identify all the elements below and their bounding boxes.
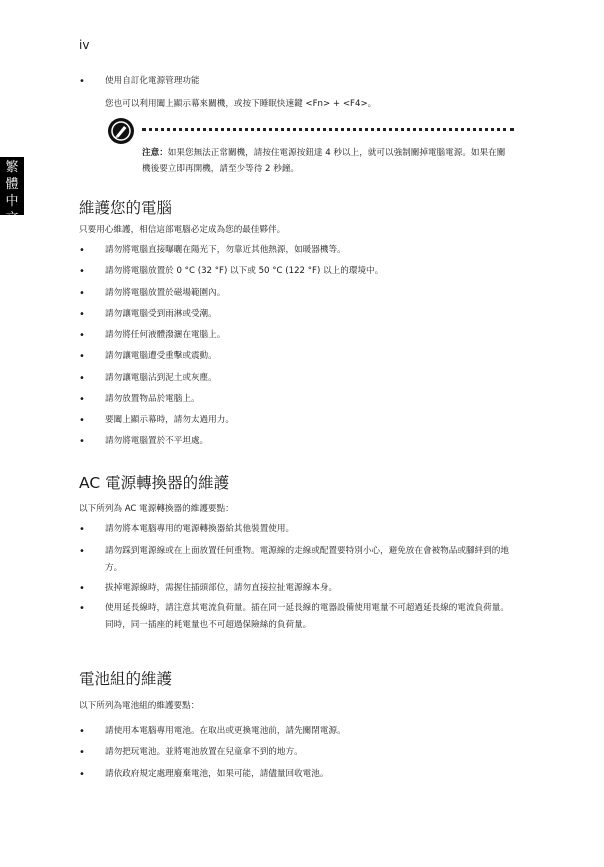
bullet-dot: • (79, 394, 85, 405)
list-item-text: 使用延長線時，請注意其電流負荷量。插在同一延長線的電器設備使用電量不可超過延長線的電流負荷量。同時，同一插座的耗電量也不可超過保險絲的負荷量。 (105, 603, 509, 630)
language-side-tab (0, 157, 24, 226)
intro-text: 您也可以利用闔上顯示幕來關機，或按下睡眠快速鍵 <Fn> + <F4>。 (105, 99, 377, 109)
intro-bullet: 使用自訂化電源管理功能 (105, 76, 200, 86)
bullet-dot: • (79, 373, 85, 384)
list-item-text: 請勿踩到電源線或在上面放置任何重物。電源線的走線或配置要特別小心，避免放在會被物品或腳絆到的地方。 (105, 546, 509, 573)
list-item-text: 拔掉電源線時，需握住插頭部位，請勿直接拉扯電源線本身。 (105, 583, 338, 593)
list-item-text: 請依政府規定處理廢棄電池，如果可能，請儘量回收電池。 (105, 769, 329, 779)
bullet-dot: • (79, 769, 85, 780)
section-heading: 電池組的維護 (79, 670, 173, 688)
bullet-dot: • (79, 524, 85, 535)
section-intro: 以下所列為電池組的維護要點： (79, 701, 200, 711)
bullet-dot: • (79, 436, 85, 447)
side-tab-char: 文 (5, 211, 19, 226)
bullet-dot: • (79, 351, 85, 362)
bullet-dot: • (79, 546, 85, 557)
side-tab-char: 中 (5, 194, 19, 209)
section-intro: 以下所列為 AC 電源轉換器的維護要點： (79, 504, 234, 514)
list-item-text: 請勿讓電腦沾到泥土或灰塵。 (105, 373, 217, 383)
bullet-dot: • (79, 309, 85, 320)
side-tab-char: 體 (5, 177, 19, 192)
bullet-dot: • (79, 245, 85, 256)
page-number: iv (79, 38, 90, 52)
list-item-text: 請勿將電腦直接曝曬在陽光下，勿靠近其他熱源，如暖器機等。 (105, 245, 346, 255)
list-item-text: 請勿讓電腦遭受重擊或震動。 (105, 351, 217, 361)
list-item-text: 請使用本電腦專用電池。在取出或更換電池前，請先關閉電源。 (105, 726, 346, 736)
bullet-dot: • (79, 603, 85, 614)
section-heading: AC 電源轉換器的維護 (79, 474, 230, 492)
bullet-dot: • (79, 747, 85, 758)
list-item-text: 請勿將電腦放置於 0 °C (32 °F) 以下或 50 °C (122 °F) 以上的環境中。 (105, 266, 384, 276)
note-divider (142, 128, 514, 131)
bullet-dot: • (79, 266, 85, 277)
list-item-text: 請勿將電腦置於不平坦處。 (105, 436, 209, 446)
list-item-text: 要闔上顯示幕時，請勿太過用力。 (105, 415, 234, 425)
note-block (142, 145, 510, 177)
section-intro: 只要用心維護，相信這部電腦必定成為您的最佳夥伴。 (79, 225, 286, 235)
list-item-text: 請勿放置物品於電腦上。 (105, 394, 200, 404)
note-label: 注意： (142, 148, 168, 158)
bullet-dot: • (79, 76, 85, 87)
list-item-text: 請勿將電腦放置於磁場範圍內。 (105, 288, 226, 298)
bullet-dot: • (79, 415, 85, 426)
side-tab-char: 繁 (5, 160, 19, 175)
bullet-dot: • (79, 583, 85, 594)
list-item-text: 請勿將任何液體潑灑在電腦上。 (105, 330, 226, 340)
bullet-dot: • (79, 288, 85, 299)
bullet-dot: • (79, 330, 85, 341)
list-item-text: 請勿把玩電池。並將電池放置在兒童拿不到的地方。 (105, 747, 303, 757)
section-heading: 維護您的電腦 (79, 199, 173, 217)
list-item-text: 請勿將本電腦專用的電源轉換器給其他裝置使用。 (105, 524, 295, 534)
bullet-dot: • (79, 726, 85, 737)
note-pen-icon (108, 118, 134, 144)
list-item-text: 請勿讓電腦受到雨淋或受潮。 (105, 309, 217, 319)
note-text: 如果您無法正常關機，請按住電源按鈕達 4 秒以上，就可以強制關掉電腦電源。如果在關機後要立即再開機，請至少等待 2 秒鐘。 (142, 148, 506, 174)
